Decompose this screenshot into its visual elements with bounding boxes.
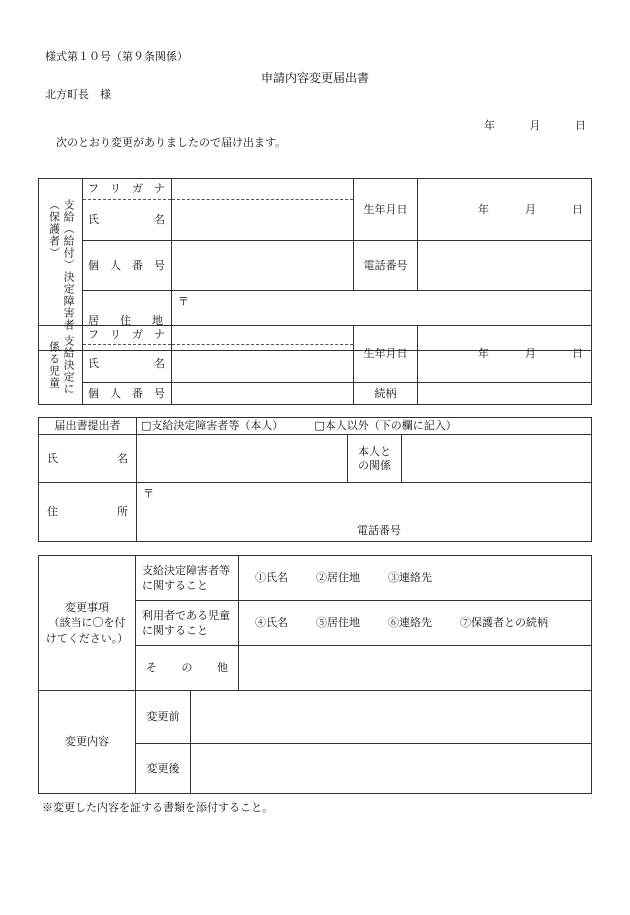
relation-to-person-label: 本人と の関係: [348, 435, 402, 483]
after-field[interactable]: [191, 744, 592, 794]
date-year: 年: [484, 119, 495, 132]
name-field[interactable]: [172, 200, 354, 241]
change-content-label: 変更内容: [39, 691, 136, 794]
child-birth-field[interactable]: 年 月 日: [418, 326, 592, 383]
child-furigana-label: フ リ ガ ナ: [83, 326, 172, 345]
relation-label: 続柄: [354, 383, 418, 405]
submitter-options: [137, 418, 592, 435]
submitter-phone-label: 電話番号: [357, 523, 401, 537]
child-side-label: [39, 326, 83, 405]
submitter-name-label: 氏 名: [39, 435, 137, 483]
addressee: 北方町長 様: [45, 88, 111, 101]
furigana-field[interactable]: [172, 179, 354, 200]
child-table: [38, 325, 592, 405]
submitter-postal-mark: 〒: [143, 487, 154, 500]
person-side-label-b: 支給（給付）決定障害者: [62, 198, 76, 331]
category-child-options[interactable]: [239, 601, 592, 646]
birth-label: 生年月日: [354, 179, 418, 241]
submitter-address-field[interactable]: [137, 483, 592, 542]
submitter-header-label: 届出書提出者: [39, 418, 137, 435]
child-my-number-field[interactable]: [172, 383, 354, 405]
before-label: 変更前: [136, 691, 191, 744]
my-number-label: 個 人 番 号: [83, 241, 172, 291]
date-month: 月: [529, 119, 541, 132]
category-other-field[interactable]: [239, 646, 592, 691]
child-my-number-label: 個 人 番 号: [83, 383, 172, 405]
option-3[interactable]: ③連絡先: [388, 571, 432, 585]
relation-field[interactable]: [418, 383, 592, 405]
option-2[interactable]: ②居住地: [316, 571, 360, 585]
my-number-field[interactable]: [172, 241, 354, 291]
child-side-label-a: 係る児童: [47, 341, 61, 389]
submission-date: [484, 117, 586, 133]
changes-table: [38, 555, 592, 794]
option-6[interactable]: ⑥連絡先: [388, 616, 432, 630]
option-other[interactable]: □本人以外（下の欄に記入）: [314, 419, 457, 433]
phone-label: 電話番号: [354, 241, 418, 291]
intro-text: 次のとおり変更がありましたので届け出ます。: [56, 136, 287, 149]
form-number: 様式第１０号（第９条関係）: [45, 50, 188, 63]
child-name-field[interactable]: [172, 345, 354, 383]
change-items-label: 変更事項 （該当に〇を付 けてください。）: [39, 556, 136, 691]
option-1[interactable]: ①氏名: [255, 571, 288, 585]
person-side-label-a: （保護者）: [47, 198, 61, 259]
option-5[interactable]: ⑤居住地: [316, 616, 360, 630]
category-other-label: そ の 他: [136, 646, 239, 691]
category-person-options[interactable]: [239, 556, 592, 601]
child-side-label-b: 支給決定に: [62, 335, 76, 395]
footnote: ※変更した内容を証する書類を添付すること。: [42, 801, 273, 814]
address-label: 居 住 地: [83, 291, 172, 351]
child-birth-label: 生年月日: [354, 326, 418, 383]
after-label: 変更後: [136, 744, 191, 794]
submitter-name-field[interactable]: [137, 435, 348, 483]
date-day: 日: [575, 119, 586, 132]
name-label: 氏 名: [83, 200, 172, 241]
category-child: 利用者である児童 に関すること: [136, 601, 239, 646]
child-name-label: 氏 名: [83, 345, 172, 383]
relation-to-person-field[interactable]: [402, 435, 592, 483]
phone-field[interactable]: [418, 241, 592, 291]
page-title: 申請内容変更届出書: [260, 71, 369, 85]
category-person: 支給決定障害者等 に関すること: [136, 556, 239, 601]
child-furigana-field[interactable]: [172, 326, 354, 345]
option-4[interactable]: ④氏名: [255, 616, 288, 630]
submitter-table: [38, 417, 592, 542]
before-field[interactable]: [191, 691, 592, 744]
postal-mark: 〒: [178, 295, 189, 308]
option-7[interactable]: ⑦保護者との続柄: [460, 616, 548, 630]
birth-field[interactable]: 年 月 日: [418, 179, 592, 241]
furigana-label: フ リ ガ ナ: [83, 179, 172, 200]
option-self[interactable]: □支給決定障害者等（本人）: [141, 419, 284, 433]
submitter-address-label: 住 所: [39, 483, 137, 542]
